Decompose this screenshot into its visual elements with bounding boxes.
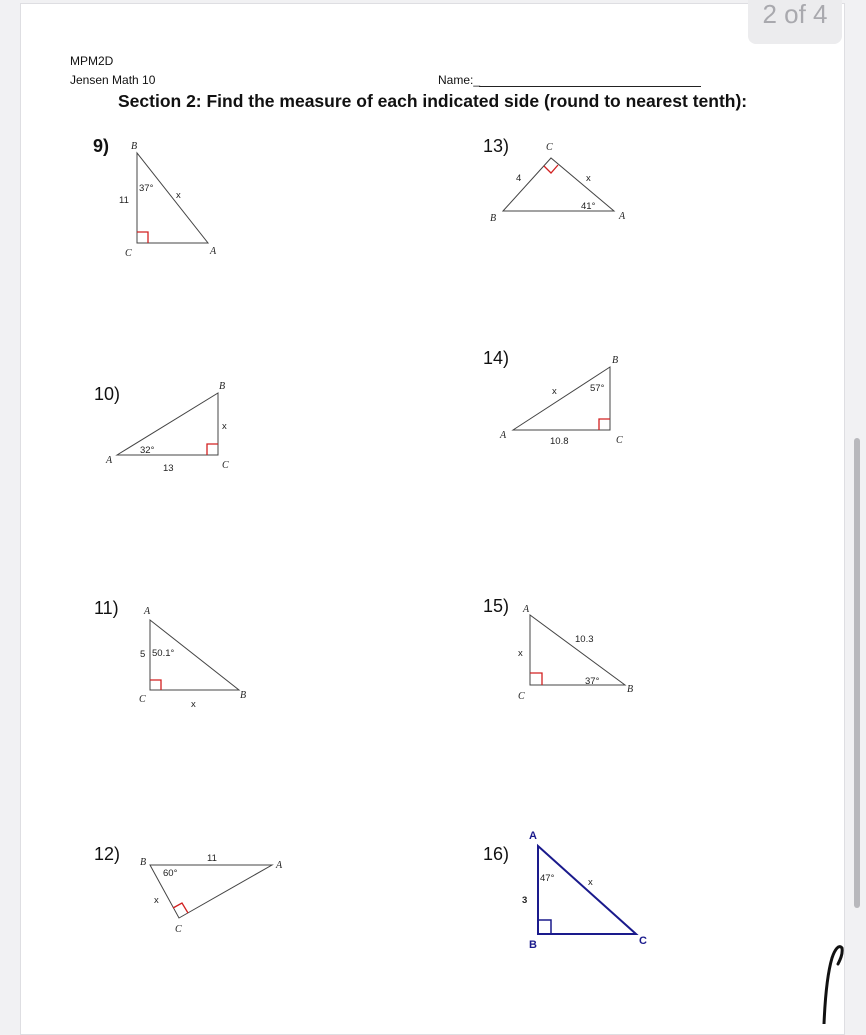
problem-9-triangle: [110, 135, 230, 265]
vertex-label: C: [518, 691, 525, 702]
vertex-label: B: [627, 684, 634, 695]
pen-stroke-mark: [812, 930, 866, 1024]
problem-13-triangle: [485, 135, 635, 235]
problem-15-number: 15): [483, 596, 510, 616]
problem-10-number: 10): [94, 384, 121, 404]
vertex-label: A: [619, 211, 626, 222]
vertex-label: C: [139, 694, 146, 705]
given-side: 5: [140, 649, 146, 660]
teacher-name: Jensen Math 10: [70, 73, 156, 87]
problem-12-triangle: [130, 845, 295, 945]
name-blank-line: [479, 86, 701, 87]
given-angle: 60°: [163, 868, 178, 879]
vertex-label: A: [144, 606, 151, 617]
given-angle: 37°: [139, 183, 154, 194]
vertex-label: C: [125, 248, 132, 259]
vertex-label: B: [140, 857, 147, 868]
vertex-label: B: [490, 213, 497, 224]
unknown-side: x: [222, 421, 227, 432]
vertex-label: C: [222, 460, 229, 471]
unknown-side: x: [176, 190, 181, 201]
vertex-label: B: [612, 355, 619, 366]
given-side: 3: [522, 895, 528, 906]
vertex-label: A: [106, 455, 113, 466]
given-side: 11: [207, 853, 217, 864]
given-side: 10.3: [575, 634, 594, 645]
given-side: 10.8: [550, 436, 569, 447]
unknown-side: x: [586, 173, 591, 184]
course-code: MPM2D: [70, 54, 114, 68]
problem-16-number: 16): [483, 844, 510, 864]
right-angle-marker: [538, 920, 551, 934]
vertex-label: C: [639, 935, 647, 947]
vertex-label: B: [529, 939, 537, 951]
vertex-label: A: [529, 830, 537, 842]
name-label: Name:_: [438, 73, 481, 87]
right-angle-marker: [599, 419, 610, 430]
vertex-label: B: [219, 381, 226, 392]
unknown-side: x: [154, 895, 159, 906]
given-side: 11: [119, 195, 129, 206]
vertex-label: C: [175, 924, 182, 935]
right-angle-marker: [150, 680, 161, 690]
given-angle: 41°: [581, 201, 596, 212]
right-angle-marker: [544, 165, 558, 173]
vertex-label: A: [523, 604, 530, 615]
vertex-label: B: [131, 141, 138, 152]
problem-11-number: 11): [94, 598, 119, 618]
problem-15-triangle: [510, 598, 650, 708]
unknown-side: x: [518, 648, 523, 659]
problem-11-triangle: [130, 600, 260, 710]
problem-14-number: 14): [483, 348, 510, 368]
unknown-side: x: [191, 699, 196, 710]
problem-14-triangle: [495, 350, 635, 450]
vertex-label: A: [210, 246, 217, 257]
problem-13-number: 13): [483, 136, 510, 156]
vertex-label: B: [240, 690, 247, 701]
scrollbar-thumb[interactable]: [854, 438, 860, 908]
right-angle-marker: [137, 232, 148, 243]
vertex-label: A: [500, 430, 507, 441]
problem-12-number: 12): [94, 844, 121, 864]
given-angle: 47°: [540, 873, 555, 884]
right-angle-marker: [207, 444, 218, 455]
given-side: 4: [516, 173, 522, 184]
right-angle-marker: [530, 673, 542, 685]
problem-10-triangle: [100, 375, 250, 480]
problem-16-triangle: [515, 826, 655, 956]
vertex-label: A: [276, 860, 283, 871]
problem-9-number: 9): [93, 136, 110, 156]
given-angle: 50.1°: [152, 648, 175, 659]
given-angle: 57°: [590, 383, 605, 394]
vertex-label: C: [616, 435, 623, 446]
given-angle: 32°: [140, 445, 155, 456]
unknown-side: x: [588, 877, 593, 888]
section-title: Section 2: Find the measure of each indicated side (round to nearest tenth):: [118, 91, 748, 111]
page-indicator: 2 of 4: [748, 0, 842, 44]
given-side: 13: [163, 463, 174, 474]
vertex-label: C: [546, 142, 553, 153]
unknown-side: x: [552, 386, 557, 397]
given-angle: 37°: [585, 676, 600, 687]
